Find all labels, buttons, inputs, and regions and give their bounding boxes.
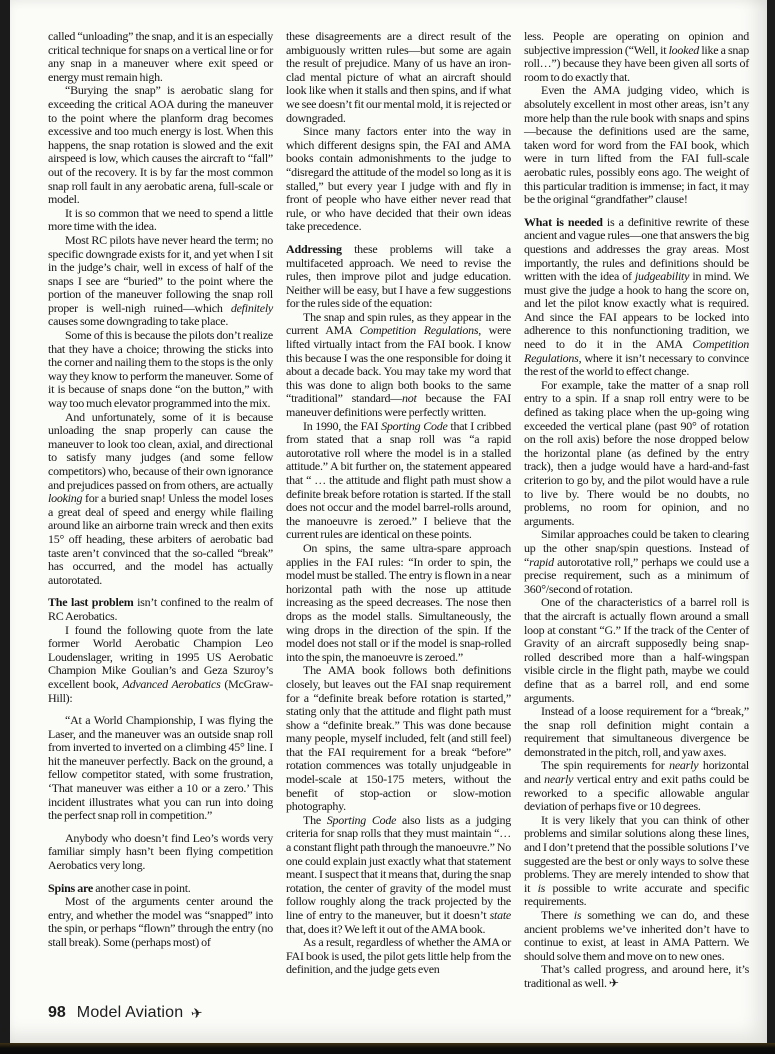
paragraph: I found the following quote from the late former World Aerobatic Champion Leo Loudenslager, writing in 1995 US Aerobatic Champion Mike Goulian’s and Geza Szuroy’s excellent book, Advanced Aerobatics (McGraw-Hill): <box>48 622 274 705</box>
run-in-heading: What is needed <box>524 214 603 229</box>
paragraph: Some of this is because the pilots don’t realize that they have a choice; throwing the sticks into the corner and nailing them to the stops is the only way they know to perform the maneuver. Some of it is because of snaps done “on the button,” with way too much elevator programmed into the mix. <box>48 328 273 411</box>
page-footer <box>48 1004 203 1022</box>
page-number: 98 <box>48 1004 66 1021</box>
magazine-title: Model Aviation <box>76 1004 184 1021</box>
paragraph: There is something we can do, and these ancient problems we’ve inherited don’t have to continue to exist, at least in AMA Pattern. We should solve them and move on to new ones. <box>524 908 749 963</box>
paragraph: In 1990, the FAI Sporting Code that I cribbed from stated that a snap roll was “a rapid autorotative roll where the model is in a stalled attitude.” A bit further on, the statement appeared that “ … the attitude and flight path must show a definite break before rotation is started. If the stall does not occur and the model barrel-rolls around, the manoeuvre is zeroed.” I believe that the current rules are identical on these points. <box>286 418 511 542</box>
run-in-heading: The last problem <box>48 595 134 610</box>
paragraph: Similar approaches could be taken to clearing up the other snap/spin questions. Instead of “rapid autorotative roll,” perhaps we could use a precise requirement, such as a minimum of 360°/second of rotation. <box>524 527 749 596</box>
paragraph: It is so common that we need to spend a little more time with the idea. <box>48 205 273 234</box>
paragraph: The spin requirements for nearly horizontal and nearly vertical entry and exit paths could be reworked to a specific allowable angular deviation of perhaps five or 10 degrees. <box>524 758 749 814</box>
paragraph: The AMA book follows both definitions closely, but leaves out the FAI snap requirement for a “definite break before rotation is started,” stating only that the attitude and flight path must show a “definite break.” This was done because many people, myself included, felt (and still feel) that the FAI requirement for a break “before” rotation commences was totally unjudgeable in model-scale at 150-175 meters, without the benefit of stop-action or slow-motion photography. <box>286 663 511 814</box>
paragraph: One of the characteristics of a barrel roll is that the aircraft is actually flown around a small loop at constant “G.” If the track of the Center of Gravity of an aircraft supposedly being snap-rolled described more than a half-wingspan visible circle in the flight path, maybe we could define that as a barrel roll, and end some arguments. <box>524 595 749 705</box>
paragraph: Instead of a loose requirement for a “break,” the snap roll definition might contain a requirement that simultaneous divergence be demonstrated in the pitch, roll, and yaw axes. <box>524 704 749 759</box>
paragraph: Most of the arguments center around the entry, and whether the model was “snapped” into the spin, or perhaps “flown” through the entry (no stall break). Some (perhaps most) of <box>48 894 273 949</box>
article-columns <box>10 0 767 1002</box>
paragraph: That’s called progress, and around here, it’s traditional as well. ✈ <box>524 962 749 990</box>
paragraph: these disagreements are a direct result of the ambiguously written rules—but some are again the result of prejudice. Many of us have an iron-clad mental picture of what an aircraft should look like when it stalls and then spins, and if what we see doesn’t fit our mental mold, it is rejected or downgraded. <box>286 29 511 125</box>
paragraph: The snap and spin rules, as they appear in the current AMA Competition Regulations, were lifted virtually intact from the FAI book. I know this because I was the one responsible for doing it about a decade back. You may take my word that this was done to align both books to the same “traditional” standard—not because the FAI maneuver definitions were perfectly written. <box>286 309 511 420</box>
paragraph: called “unloading” the snap, and it is an especially critical technique for snaps on a vertical line or for any snap in a maneuver where exit speed or energy must remain high. <box>48 29 273 84</box>
run-in-heading: Spins are <box>48 880 94 895</box>
column-right <box>524 30 749 1002</box>
paragraph-with-run-in <box>524 216 749 379</box>
airplane-icon: ✈ <box>190 1003 205 1022</box>
paragraph: As a result, regardless of whether the AMA or FAI book is used, the pilot gets little help from the definition, and the judge gets even <box>286 935 511 977</box>
paragraph: On spins, the same ultra-spare approach applies in the FAI rules: “In order to spin, the model must be stalled. The entry is flown in a near horizontal path with the nose up attitude increasing as the speed decreases. The nose then drops as the model stalls. Simultaneously, the wing drops in the direction of the spin. If the model does not stall or if the model is snap-rolled into the spin, the manoeuvre is zeroed.” <box>286 540 511 664</box>
paragraph: Anybody who doesn’t find Leo’s words very familiar simply hasn’t been flying competition Aerobatics very long. <box>48 830 273 873</box>
paragraph: less. People are operating on opinion and subjective impression (“Well, it looked like a snap roll…”) because they have been given all sorts of room to do exactly that. <box>524 29 749 84</box>
paragraph: “Burying the snap” is aerobatic slang for exceeding the critical AOA during the maneuver to the point where the planform drag becomes excessive and too much energy is lost. When this happens, the snap rotation is slowed and the exit airspeed is low, which causes the aircraft to “fall” out of the recovery. It is by far the most common snap roll fault in any aerobatic arena, full-scale or model. <box>48 83 273 207</box>
paragraph-with-run-in <box>48 596 273 623</box>
paragraph-text: isn’t confined to the realm of RC Aerobatics. <box>48 595 274 623</box>
paragraph: Most RC pilots have never heard the term; no specific downgrade exists for it, and yet when I sit in the judge’s chair, well in excess of half of the snaps I see are “buried” to the point where the portion of the maneuver following the snap roll proper is well-nigh ruined—which definitely causes some downgrading to take place. <box>48 232 273 329</box>
paragraph: The Sporting Code also lists as a judging criteria for snap rolls that they must maintain “… a constant flight path through the manoeuvre.” No one could explain just exactly what that statement meant. I suspect that it means that, during the snap rotation, the center of gravity of the model must follow roughly along the track projected by the line of entry to the maneuver, but it doesn’t state that, does it? We left it out of the AMA book. <box>286 812 511 936</box>
paragraph-with-run-in <box>48 882 273 896</box>
paragraph: Even the AMA judging video, which is absolutely excellent in most other areas, isn’t any more help than the rule book with snaps and spins—because the definitions used are the same, taken word for word from the FAI book, which were in turn lifted from the FAI full-scale aerobatic rules, possibly eons ago. The weight of this particular tradition is immense; in fact, it may be the original “grandfather” clause! <box>524 83 749 207</box>
paragraph: For example, take the matter of a snap roll entry to a spin. If a snap roll entry were to be defined as taking place when the up-going wing exceeded the vertical plane (past 90° of rotation on the roll axis) before the nose dropped below the horizontal plane (as defined by the entry track), then a judge would have a hard-and-fast criterion to go by, and the pilot would have a rule to live by. There would be no doubts, no problems, no room for opinion, and no arguments. <box>524 377 749 528</box>
paragraph-text: is a definitive rewrite of these ancient and vague rules—one that answers the big questions and addresses the gray areas. Most importantly, the rules and definitions should be written with the idea of judgeability in mind. We must give the judge a hook to hang the score on, and let the pilot know exactly what is required. And since the FAI appears to be locked into adherence to this nonfunctioning tradition, we need to do it in the AMA Competition Regulations, where it isn’t necessary to convince the rest of the world to effect change. <box>524 214 749 379</box>
paragraph: And unfortunately, some of it is because unloading the snap properly can cause the maneuver to look too clean, axial, and directional to satisfy many judges (and some fellow competitors) who, because of their own ignorance and prejudices passed on from others, are actually looking for a buried snap! Unless the model loses a great deal of speed and energy while flailing around like an airborne train wreck and then exits 15° off heading, these arbiters of aerobatic bad taste aren’t convinced that the so-called “break” has occurred, and the model has actually autorotated. <box>48 409 273 587</box>
paragraph: It is very likely that you can think of other problems and similar solutions along these lines, and I don’t pretend that the possible solutions I’ve suggested are the best or only ways to solve these problems. They are merely intended to show that it is possible to write accurate and specific requirements. <box>524 812 750 909</box>
column-center <box>286 30 511 1002</box>
magazine-page <box>10 0 767 1043</box>
paragraph-text: these problems will take a multifaceted approach. We need to revise the rules, then improve pilot and judge education. Neither will be easy, but I have a few suggestions for the rules side of the equation: <box>286 241 511 311</box>
run-in-heading: Addressing <box>286 241 342 256</box>
scan-edge-bottom <box>0 1043 775 1054</box>
paragraph: Since many factors enter into the way in which different designs spin, the FAI and AMA books contain admonishments to the judge to “disregard the attitude of the model so long as it is stalled,” but every year I judge with and fly in front of people who have either never read that rule, or who have decided that their own ideas take precedence. <box>286 124 511 234</box>
column-left <box>48 30 273 1002</box>
paragraph-text: another case in point. <box>93 880 191 895</box>
paragraph-with-run-in <box>286 243 511 311</box>
quote-paragraph: “At a World Championship, I was flying the Laser, and the maneuver was an outside snap roll from inverted to inverted on a climbing 45° line. I hit the maneuver perfectly. Back on the ground, a fellow competitor stated, with some frustration, ‘That maneuver was either a 10 or a zero.’ This incident illustrates what you can run into doing the perfect snap roll in competition.” <box>48 713 273 823</box>
